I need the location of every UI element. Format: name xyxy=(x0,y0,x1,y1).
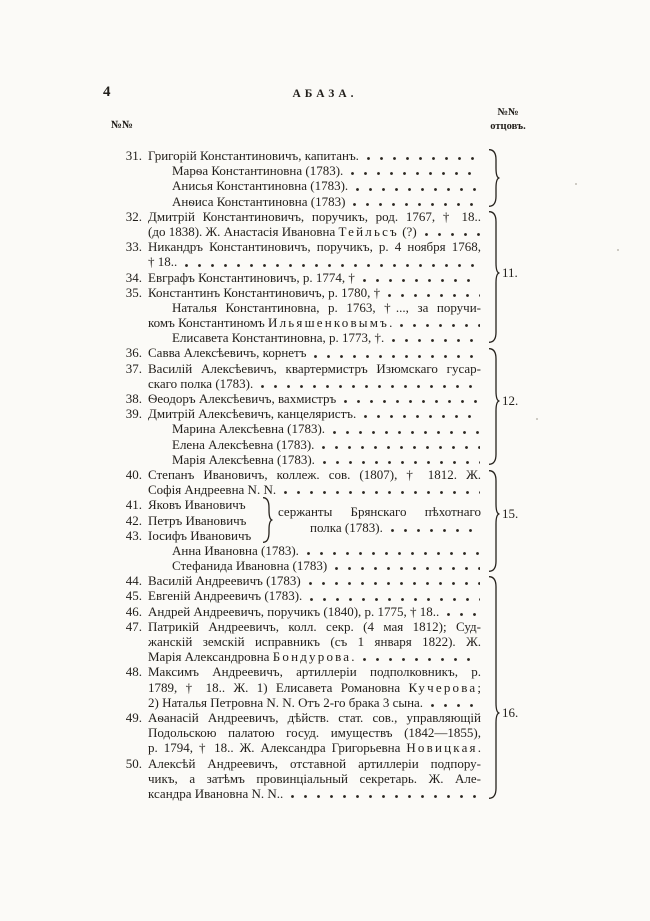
entry-number: 34. xyxy=(125,269,142,285)
entry-text: Подольскою палатою госуд. имуществъ (1842—1855), xyxy=(148,725,481,741)
entry-number: 36. xyxy=(125,345,142,361)
entry-line xyxy=(105,649,481,664)
entry-text: Іосифъ Ивановичъ xyxy=(148,527,252,543)
entry-group-41-43 xyxy=(105,497,481,543)
entry-line xyxy=(105,421,481,436)
entry-line xyxy=(105,619,481,634)
entry-line xyxy=(105,771,481,786)
fathers-header-line1: №№ xyxy=(497,107,519,118)
entry-line xyxy=(105,163,481,178)
page-number: 4 xyxy=(103,84,111,100)
dot-leader xyxy=(447,613,480,616)
entry-text: Аѳанасій Андреевичъ, дѣйств. стат. сов., управляющій xyxy=(148,709,481,725)
entry-text: Наталья Константиновна, р. 1763, †..., за поручи- xyxy=(172,299,481,315)
group-brace xyxy=(262,497,278,543)
group-brace-icon xyxy=(262,497,273,543)
entry-text: 1789, † 18.. Ж. 1) Елисавета Романовна Кучерова; xyxy=(148,679,481,695)
entry-line xyxy=(105,634,481,649)
entry-number: 46. xyxy=(125,603,142,619)
entry-text: Софія Андреевна N. N. xyxy=(148,482,277,498)
entry-line xyxy=(105,209,481,224)
father-number: 11. xyxy=(502,265,518,280)
entry-line xyxy=(105,604,481,619)
spaced-surname: Бондурова xyxy=(272,649,352,665)
entry-line xyxy=(105,482,481,497)
entry-line xyxy=(105,361,481,376)
entry-text: † 18.. xyxy=(148,254,178,270)
entry-text: Петръ Ивановичъ xyxy=(148,512,247,528)
dot-leader xyxy=(351,172,480,175)
dot-leader xyxy=(307,552,480,555)
dot-leader xyxy=(291,795,480,798)
entry-text: Ѳеодоръ Алексѣевичъ, вахмистръ xyxy=(148,391,337,406)
entry-line xyxy=(105,513,262,528)
entry-line xyxy=(105,786,481,801)
entry-line xyxy=(105,528,262,543)
entry-text: Андрей Андреевичъ, поручикъ (1840), р. 1775, † 18.. xyxy=(148,603,440,619)
entry-number: 39. xyxy=(125,406,142,422)
scan-speck xyxy=(536,418,538,420)
entry-line xyxy=(105,315,481,330)
entry-number: 47. xyxy=(125,618,142,634)
dot-leader xyxy=(314,355,480,358)
entry-number: 37. xyxy=(125,360,142,376)
entry-line xyxy=(105,437,481,452)
dot-leader xyxy=(185,264,480,267)
dot-leader xyxy=(309,582,480,585)
entry-text: Дмитрій Константиновичъ, поручикъ, род. 1767, † 18.. xyxy=(148,208,481,224)
entry-line xyxy=(105,330,481,345)
father-brace xyxy=(488,576,500,799)
entry-line xyxy=(105,254,481,269)
entry-line xyxy=(105,664,481,679)
entry-text: Максимъ Андреевичъ, артиллеріи подполковникъ, р. xyxy=(148,664,481,680)
page-title: АБАЗА. xyxy=(292,88,358,100)
father-brace xyxy=(488,149,500,207)
entry-text: скаго полка (1783). xyxy=(148,375,254,391)
numbers-column-header: №№ xyxy=(111,119,134,131)
entry-line xyxy=(105,710,481,725)
scan-speck xyxy=(575,183,577,185)
dot-leader xyxy=(344,400,480,403)
spaced-surname: Кучерова xyxy=(408,679,478,695)
entry-text: комъ Константиномъ Ильяшенковымъ. xyxy=(148,315,393,331)
entry-line xyxy=(105,558,481,573)
entry-line xyxy=(105,239,481,254)
entry-text: Никандръ Константиновичъ, поручикъ, р. 4 ноября 1768, xyxy=(148,239,481,255)
dot-leader xyxy=(284,491,480,494)
entry-text: (до 1838). Ж. Анастасія Ивановна Тейльсъ (?) xyxy=(148,223,417,239)
entry-line xyxy=(105,680,481,695)
entry-line xyxy=(105,376,481,391)
fathers-column-header xyxy=(476,106,540,133)
entry-text: Стефанида Ивановна (1783) xyxy=(172,558,328,574)
entry-line xyxy=(105,194,481,209)
entry-line xyxy=(105,543,481,558)
dot-leader xyxy=(431,704,480,707)
entry-line xyxy=(105,452,481,467)
entry-text: Евгеній Андреевичъ (1783). xyxy=(148,588,303,604)
entry-line xyxy=(105,756,481,771)
dot-leader xyxy=(364,415,480,418)
entry-text: Евграфъ Константиновичъ, р. 1774, † xyxy=(148,269,355,285)
father-brace xyxy=(488,470,500,572)
entry-number: 33. xyxy=(125,239,142,255)
entry-text: Анѳиса Константиновна (1783) xyxy=(172,193,346,209)
group-shared-text xyxy=(278,497,481,543)
dot-leader xyxy=(333,431,480,434)
dot-leader xyxy=(367,157,480,160)
entry-text: Анна Ивановна (1783). xyxy=(172,542,299,558)
dot-leader xyxy=(400,324,480,327)
entry-text: жанскій земскій исправникъ (съ 1 января 1822). Ж. xyxy=(148,634,481,650)
entry-line xyxy=(105,695,481,710)
entry-number: 42. xyxy=(125,512,142,528)
entry-line xyxy=(105,285,481,300)
entry-line xyxy=(105,467,481,482)
entry-number: 45. xyxy=(125,588,142,604)
entry-line xyxy=(105,178,481,193)
shared-text-line2-text: полка (1783). xyxy=(310,519,383,535)
entry-line xyxy=(105,148,481,163)
father-number: 12. xyxy=(502,393,519,408)
entry-text: Григорій Константиновичъ, капитанъ. xyxy=(148,148,359,163)
entry-text: Степанъ Ивановичъ, коллеж. сов. (1807), † 1812. Ж. xyxy=(148,466,481,482)
entry-text: чикъ, а затѣмъ провинціальный секретарь. Ж. Але- xyxy=(148,770,481,786)
entry-line xyxy=(105,406,481,421)
father-number: 16. xyxy=(502,705,519,720)
dot-leader xyxy=(335,567,480,570)
entry-number: 41. xyxy=(125,497,142,513)
entry-text: Василій Андреевичъ (1783) xyxy=(148,573,301,589)
entry-text: Елисавета Константиновна, р. 1773, †. xyxy=(172,330,385,346)
entry-text: Марина Алексѣевна (1783). xyxy=(172,421,326,437)
dot-leader xyxy=(363,658,480,661)
entry-line xyxy=(105,497,262,512)
entry-number: 43. xyxy=(125,527,142,543)
entry-line xyxy=(105,588,481,603)
dot-leader xyxy=(322,446,480,449)
dot-leader xyxy=(425,233,480,236)
shared-text-line2 xyxy=(278,520,481,535)
entry-line xyxy=(105,270,481,285)
entry-text: ксандра Ивановна N. N.. xyxy=(148,785,284,801)
entry-text: Марія Александровна Бондурова. xyxy=(148,649,355,665)
entry-text: Марія Алексѣевна (1783). xyxy=(172,451,315,467)
dot-leader xyxy=(388,294,480,297)
entry-text: Алексѣй Андреевичъ, отставной артиллеріи подпору- xyxy=(148,755,481,771)
entry-line xyxy=(105,740,481,755)
dot-leader xyxy=(391,529,480,532)
fathers-header-line2: отцовъ. xyxy=(490,120,526,132)
entry-text: Савва Алексѣевичъ, корнетъ xyxy=(148,345,307,361)
entry-text: Анисья Константиновна (1783). xyxy=(172,178,349,194)
entry-number: 49. xyxy=(125,709,142,725)
entry-number: 40. xyxy=(125,466,142,482)
entry-text: 2) Наталья Петровна N. N. Отъ 2-го брака 3 сына. xyxy=(148,694,424,710)
entry-number: 31. xyxy=(125,148,142,163)
father-brace xyxy=(488,348,500,465)
entry-text: Дмитрій Алексѣевичъ, канцеляристъ. xyxy=(148,406,357,422)
entry-text: Елена Алексѣевна (1783). xyxy=(172,436,315,452)
dot-leader xyxy=(356,188,480,191)
dot-leader xyxy=(392,339,480,342)
dot-leader xyxy=(261,385,480,388)
shared-text-line1: сержанты Брянскаго пѣхотнаго xyxy=(278,504,481,520)
entry-text: Марѳа Константиновна (1783). xyxy=(172,163,344,179)
father-number: 15. xyxy=(502,506,519,521)
entry-number: 32. xyxy=(125,208,142,224)
spaced-surname: Тейльсъ xyxy=(338,223,399,239)
scan-speck xyxy=(617,249,619,251)
spaced-surname: Ильяшенковымъ xyxy=(267,315,390,331)
dot-leader xyxy=(310,598,480,601)
dot-leader xyxy=(353,203,480,206)
genealogy-list xyxy=(105,148,481,801)
entry-text: р. 1794, † 18.. Ж. Александра Григорьевна Новицкая. xyxy=(148,740,481,756)
entry-text: Патрикій Андреевичъ, колл. секр. (4 мая 1812); Суд- xyxy=(148,618,481,634)
entry-line xyxy=(105,725,481,740)
entry-line xyxy=(105,224,481,239)
spaced-surname: Новицкая xyxy=(406,740,478,756)
entry-line xyxy=(105,391,481,406)
entry-line xyxy=(105,573,481,588)
entry-text: Василій Алексѣевичъ, квартермистръ Изюмскаго гусар- xyxy=(148,360,481,376)
entry-number: 50. xyxy=(125,755,142,771)
entry-text: Константинъ Константиновичъ, р. 1780, † xyxy=(148,284,381,300)
entry-number: 35. xyxy=(125,284,142,300)
entry-number: 48. xyxy=(125,664,142,680)
dot-leader xyxy=(323,461,480,464)
entry-line xyxy=(105,345,481,360)
entry-number: 44. xyxy=(125,573,142,589)
father-brace xyxy=(488,211,500,343)
dot-leader xyxy=(363,279,480,282)
entry-line xyxy=(105,300,481,315)
entry-number: 38. xyxy=(125,391,142,406)
entry-text: Яковъ Ивановичъ xyxy=(148,497,246,513)
group-names xyxy=(105,497,262,543)
